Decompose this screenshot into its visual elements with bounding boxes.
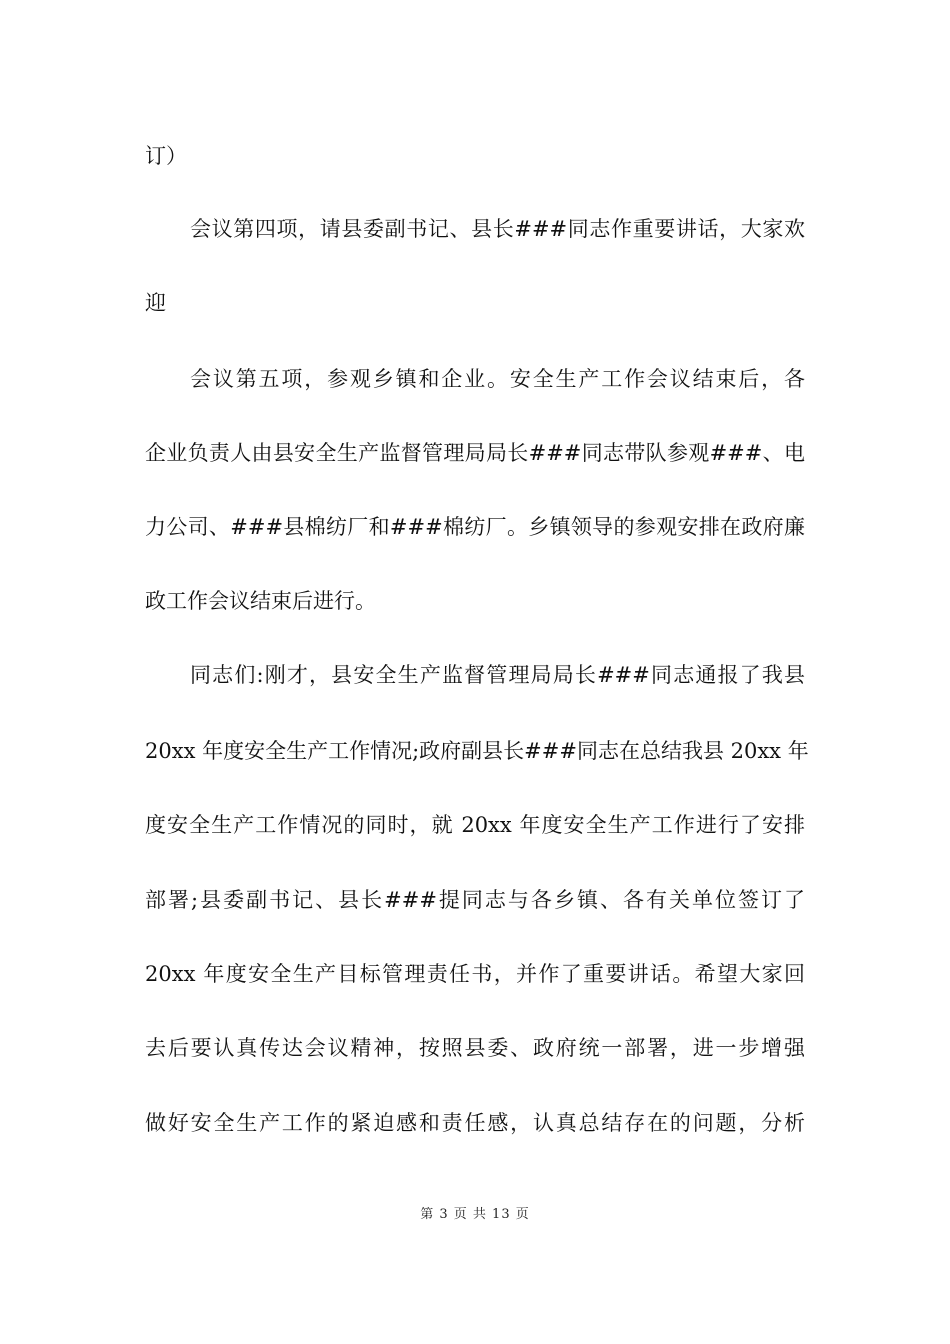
text-line: 20xx 年度安全生产工作情况;政府副县长###同志在总结我县 20xx 年 bbox=[145, 739, 809, 763]
text-line: 迎 bbox=[145, 291, 166, 315]
text-line: 20xx 年度安全生产目标管理责任书，并作了重要讲话。希望大家回 bbox=[145, 962, 805, 986]
text-line: 部署;县委副书记、县长###提同志与各乡镇、各有关单位签订了 bbox=[145, 888, 805, 912]
text-line: 政工作会议结束后进行。 bbox=[145, 589, 376, 613]
page-number: 第 3 页 共 13 页 bbox=[420, 1207, 530, 1222]
text-line: 企业负责人由县安全生产监督管理局局长###同志带队参观###、电 bbox=[145, 441, 805, 465]
text-line: 会议第四项，请县委副书记、县长###同志作重要讲话，大家欢 bbox=[190, 217, 805, 241]
text-line: 做好安全生产工作的紧迫感和责任感，认真总结存在的问题，分析 bbox=[145, 1111, 805, 1135]
text-line: 去后要认真传达会议精神，按照县委、政府统一部署，进一步增强 bbox=[145, 1036, 805, 1060]
text-line: 度安全生产工作情况的同时，就 20xx 年度安全生产工作进行了安排 bbox=[145, 813, 805, 837]
text-line: 同志们:刚才，县安全生产监督管理局局长###同志通报了我县 bbox=[190, 663, 805, 687]
text-line: 订） bbox=[145, 144, 187, 168]
text-line: 力公司、###县棉纺厂和###棉纺厂。乡镇领导的参观安排在政府廉 bbox=[145, 515, 805, 539]
text-line: 会议第五项，参观乡镇和企业。安全生产工作会议结束后，各 bbox=[190, 367, 805, 391]
